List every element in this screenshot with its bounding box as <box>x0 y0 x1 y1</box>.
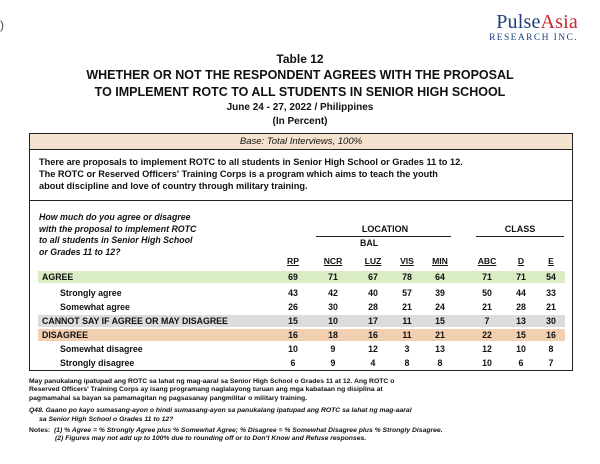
pulse-asia-logo <box>489 12 578 43</box>
cell-rp: 69 <box>288 272 298 282</box>
cell-rp: 6 <box>290 358 296 368</box>
cell-luz: 16 <box>368 330 378 340</box>
table-title-line1: WHETHER OR NOT THE RESPONDENT AGREES WITH THE PROPOSAL <box>86 68 514 82</box>
cell-luz: 17 <box>368 316 378 326</box>
cell-min: 13 <box>435 344 445 354</box>
table-row <box>38 329 565 341</box>
cell-e: 8 <box>548 344 554 354</box>
table-titles <box>0 52 600 128</box>
cell-d: 6 <box>518 358 524 368</box>
cell-luz: 12 <box>368 344 378 354</box>
cell-luz: 28 <box>368 302 378 312</box>
intro-line: The ROTC or Reserved Officers' Training Corps is a program which aims to teach the youth <box>39 169 438 179</box>
note-2: (2) Figures may not add up to 100% due to rounding off or to Don't Know and Refuse responses. <box>55 435 367 443</box>
location-group-rule <box>316 236 451 237</box>
cell-ncr: 71 <box>328 272 338 282</box>
logo-name-part1: Pulse <box>496 11 541 33</box>
class-group-rule <box>476 236 564 237</box>
cell-min: 8 <box>437 358 443 368</box>
cell-d: 10 <box>516 344 526 354</box>
col-header-d: D <box>517 256 525 266</box>
cell-min: 39 <box>435 288 445 298</box>
intro-text <box>30 150 572 201</box>
cell-luz: 67 <box>368 272 378 282</box>
table-number: Table 12 <box>276 52 324 66</box>
row-label: CANNOT SAY IF AGREE OR MAY DISAGREE <box>42 316 228 326</box>
tagalog-line: pagmamahal sa bayan sa pamamagitan ng pagsasanay pangmilitar o military training. <box>29 394 308 402</box>
col-header-luz: LUZ <box>364 256 382 266</box>
class-group-header: CLASS <box>504 224 536 234</box>
table-row <box>38 315 565 327</box>
question-line: How much do you agree or disagree <box>39 212 191 222</box>
col-header-e: E <box>548 256 554 266</box>
row-label: AGREE <box>42 272 74 282</box>
tagalog-intro <box>29 378 589 403</box>
cell-min: 24 <box>435 302 445 312</box>
cell-rp: 43 <box>288 288 298 298</box>
footer-notes <box>29 378 589 444</box>
cell-min: 64 <box>435 272 445 282</box>
location-group-header: LOCATION <box>361 224 409 234</box>
cell-e: 30 <box>546 316 556 326</box>
cell-vis: 78 <box>402 272 412 282</box>
question-line: with the proposal to implement ROTC <box>39 223 197 234</box>
notes <box>29 427 589 444</box>
cell-e: 16 <box>546 330 556 340</box>
cell-vis: 21 <box>402 302 412 312</box>
cell-ncr: 9 <box>330 344 336 354</box>
logo-name-part2: Asia <box>540 11 578 33</box>
cell-rp: 15 <box>288 316 298 326</box>
cell-abc: 12 <box>482 344 492 354</box>
note-1: (1) % Agree = % Strongly Agree plus % Somewhat Agree; % Disagree = % Somewhat Disagree plus % Strongly Disagree. <box>53 427 443 435</box>
intro-line: about discipline and love of country through military training. <box>39 181 308 191</box>
table-row <box>38 301 565 313</box>
tagalog-line: May panukalang ipatupad ang ROTC sa lahat ng mag-aaral sa Senior High School o Grades 11 at 12. Ang ROTC o <box>29 378 395 385</box>
cell-vis: 8 <box>404 358 410 368</box>
col-header-ncr: NCR <box>323 256 343 266</box>
question-line: or Grades 11 to 12? <box>39 246 121 257</box>
cell-rp: 26 <box>288 302 298 312</box>
edge-mark: ) <box>0 18 4 32</box>
row-label: Somewhat disagree <box>60 344 143 354</box>
col-header-abc: ABC <box>477 256 497 266</box>
row-label: Strongly agree <box>60 288 122 298</box>
cell-abc: 7 <box>484 316 490 326</box>
row-label: Somewhat agree <box>60 302 130 312</box>
cell-e: 7 <box>548 358 554 368</box>
table-row <box>38 343 565 355</box>
bal-label: BAL <box>360 238 379 248</box>
survey-date: June 24 - 27, 2022 / Philippines <box>226 102 374 113</box>
cell-abc: 10 <box>482 358 492 368</box>
col-header-rp: RP <box>287 256 299 266</box>
results-table <box>29 133 573 371</box>
cell-vis: 57 <box>402 288 412 298</box>
cell-abc: 21 <box>482 302 492 312</box>
cell-min: 21 <box>435 330 445 340</box>
cell-rp: 10 <box>288 344 298 354</box>
col-header-vis: VIS <box>400 256 414 266</box>
cell-luz: 40 <box>368 288 378 298</box>
row-label: Strongly disagree <box>60 358 135 368</box>
cell-e: 33 <box>546 288 556 298</box>
cell-vis: 11 <box>402 330 412 340</box>
intro-line: There are proposals to implement ROTC to all students in Senior High School or Grades 11 to 12. <box>39 157 463 167</box>
cell-rp: 16 <box>288 330 298 340</box>
cell-ncr: 10 <box>328 316 338 326</box>
cell-e: 54 <box>546 272 556 282</box>
table-row <box>38 287 565 299</box>
cell-e: 21 <box>546 302 556 312</box>
q48-line: Q48. Gaano po kayo sumasang-ayon o hindi sumasang-ayon sa panukalang ipatupad ang ROTC sa lahat ng mag-aaral <box>29 407 412 415</box>
tagalog-line: Reserved Officers' Training Corps ay isang programang naglalayong turuan ang mga kabataan ng disiplina at <box>29 386 383 394</box>
cell-d: 71 <box>516 272 526 282</box>
q48-text <box>29 407 589 424</box>
cell-min: 15 <box>435 316 445 326</box>
question-line: to all students in Senior High School <box>39 235 193 245</box>
cell-ncr: 30 <box>328 302 338 312</box>
cell-d: 15 <box>516 330 526 340</box>
table-row <box>38 357 565 369</box>
question-text <box>39 212 224 258</box>
row-label: DISAGREE <box>42 330 88 340</box>
cell-d: 44 <box>516 288 526 298</box>
table-row <box>38 271 565 283</box>
cell-abc: 22 <box>482 330 492 340</box>
cell-d: 28 <box>516 302 526 312</box>
notes-lead: Notes: <box>29 427 51 435</box>
logo-tagline: RESEARCH INC. <box>489 33 578 43</box>
cell-abc: 71 <box>482 272 492 282</box>
q48-line: sa Senior High School o Grades 11 to 12? <box>39 415 174 423</box>
unit-note: (In Percent) <box>272 116 328 127</box>
cell-ncr: 42 <box>328 288 338 298</box>
cell-ncr: 9 <box>330 358 336 368</box>
cell-d: 13 <box>516 316 526 326</box>
cell-vis: 3 <box>404 344 410 354</box>
col-header-min: MIN <box>432 256 448 266</box>
table-title-line2: TO IMPLEMENT ROTC TO ALL STUDENTS IN SENIOR HIGH SCHOOL <box>94 85 506 99</box>
base-bar: Base: Total Interviews, 100% <box>30 134 572 150</box>
cell-vis: 11 <box>402 316 412 326</box>
cell-ncr: 18 <box>328 330 338 340</box>
cell-abc: 50 <box>482 288 492 298</box>
cell-luz: 4 <box>370 358 376 368</box>
